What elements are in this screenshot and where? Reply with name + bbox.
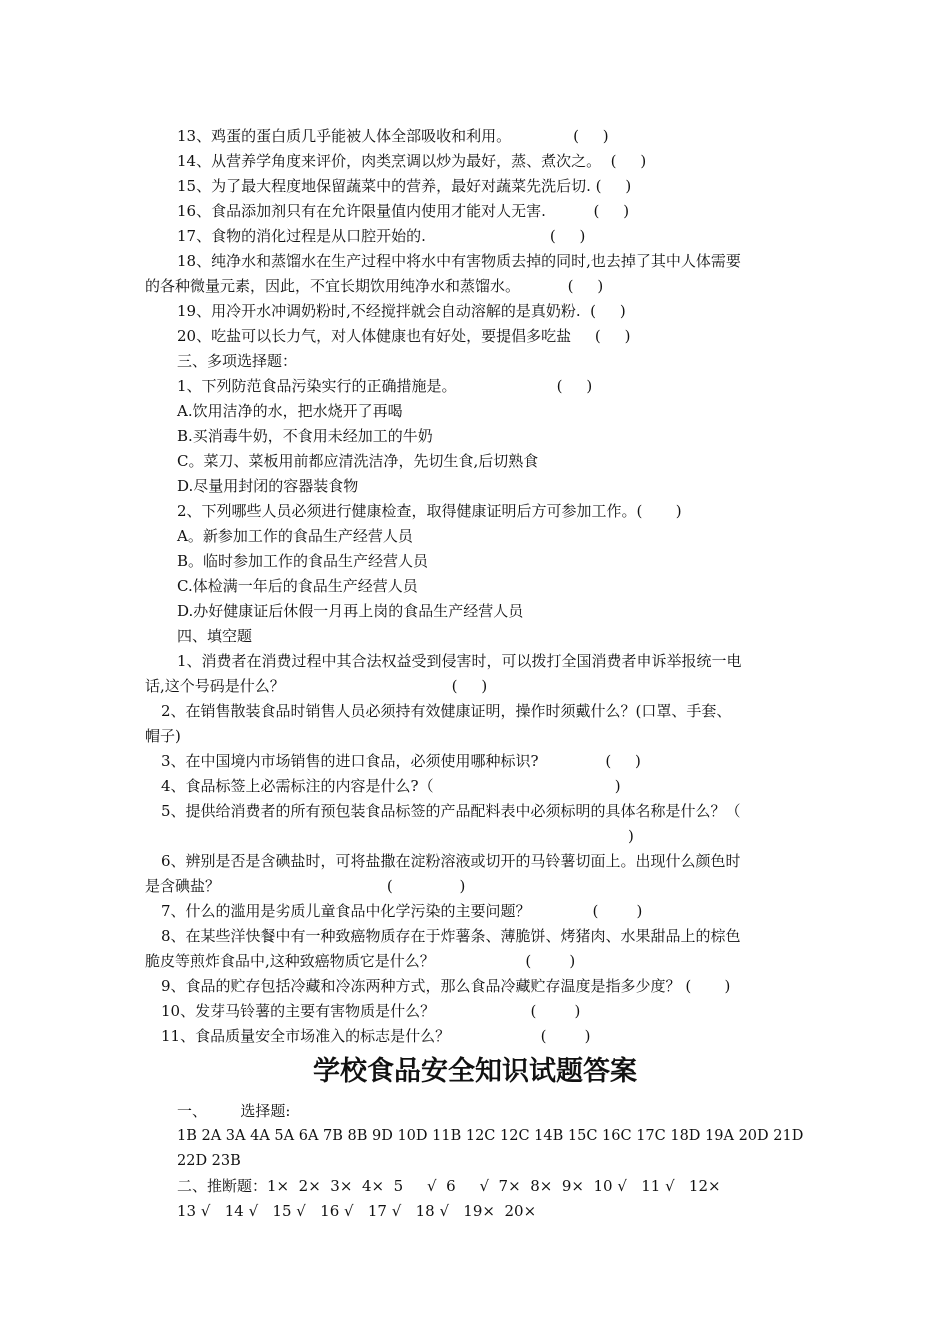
- judgement-item-20: 20、吃盐可以长力气，对人体健康也有好处，要提倡多吃盐 ( ): [177, 327, 631, 345]
- mc-q2-option-c: C.体检满一年后的食品生产经营人员: [177, 577, 418, 595]
- mc-question-1: 1、下列防范食品污染实行的正确措施是。 ( ): [177, 377, 593, 395]
- judgement-item-15: 15、为了最大程度地保留蔬菜中的营养，最好对蔬菜先洗后切. ( ): [177, 177, 632, 195]
- fill-blank-6: 6、辨别是否是含碘盐时，可将盐撒在淀粉溶液或切开的马铃薯切面上。出现什么颜色时: [161, 852, 741, 870]
- fill-blank-2: 2、在销售散装食品时销售人员必须持有效健康证明，操作时须戴什么？(口罩、手套、: [161, 702, 732, 720]
- fill-blank-5-cont: ): [628, 827, 634, 845]
- mc-q1-option-d: D.尽量用封闭的容器装食物: [177, 477, 359, 495]
- answer-section-2-line-2: 13 √ 14 √ 15 √ 16 √ 17 √ 18 √ 19× 20×: [177, 1202, 537, 1220]
- mc-q1-option-a: A.饮用洁净的水，把水烧开了再喝: [177, 402, 403, 420]
- fill-blank-1: 1、消费者在消费过程中其合法权益受到侵害时，可以拨打全国消费者申诉举报统一电: [177, 652, 742, 670]
- fill-blank-7: 7、什么的滥用是劣质儿童食品中化学污染的主要问题？ ( ): [161, 902, 643, 920]
- mc-q2-option-a: A。新参加工作的食品生产经营人员: [177, 527, 413, 545]
- answer-section-1-line-1: 1B 2A 3A 4A 5A 6A 7B 8B 9D 10D 11B 12C 12C 14B 15C 16C 17C 18D 19A 20D 21D: [177, 1128, 804, 1144]
- judgement-item-14: 14、从营养学角度来评价，肉类烹调以炒为最好，蒸、煮次之。 ( ): [177, 152, 647, 170]
- fill-blank-1-cont: 话,这个号码是什么？ ( ): [145, 677, 488, 695]
- section-heading-multiple-choice: 三、多项选择题：: [177, 352, 298, 370]
- answer-section-2-line-1: 二、推断题：1× 2× 3× 4× 5 √ 6 √ 7× 8× 9× 10 √ 11 √ 12×: [177, 1177, 721, 1195]
- mc-q2-option-d: D.办好健康证后休假一月再上岗的食品生产经营人员: [177, 602, 524, 620]
- judgement-item-18: 18、纯净水和蒸馏水在生产过程中将水中有害物质去掉的同时,也去掉了其中人体需要: [177, 252, 741, 270]
- judgement-item-18-cont: 的各种微量元素，因此，不宜长期饮用纯净水和蒸馏水。 ( ): [145, 277, 604, 295]
- mc-q2-option-b: B。临时参加工作的食品生产经营人员: [177, 552, 429, 570]
- fill-blank-6-cont: 是含碘盐？ ( ): [145, 877, 466, 895]
- mc-q1-option-c: C。菜刀、菜板用前都应清洗洁净，先切生食,后切熟食: [177, 452, 539, 470]
- judgement-item-17: 17、食物的消化过程是从口腔开始的. ( ): [177, 227, 586, 245]
- fill-blank-8-cont: 脆皮等煎炸食品中,这种致癌物质它是什么？ ( ): [145, 952, 576, 970]
- mc-q1-option-b: B.买消毒牛奶，不食用未经加工的牛奶: [177, 427, 433, 445]
- judgement-item-16: 16、食品添加剂只有在允许限量值内使用才能对人无害. ( ): [177, 202, 630, 220]
- section-heading-fill-blank: 四、填空题: [177, 627, 253, 645]
- fill-blank-5: 5、提供给消费者的所有预包装食品标签的产品配料表中必须标明的具体名称是什么？（: [161, 802, 741, 820]
- fill-blank-2-cont: 帽子): [145, 727, 181, 745]
- answer-section-1-label: 一、 选择题:: [177, 1102, 291, 1120]
- fill-blank-8: 8、在某些洋快餐中有一种致癌物质存在于炸薯条、薄脆饼、烤猪肉、水果甜品上的棕色: [161, 927, 741, 945]
- fill-blank-4: 4、食品标签上必需标注的内容是什么?（ ): [161, 777, 621, 795]
- fill-blank-10: 10、发芽马铃薯的主要有害物质是什么？ ( ): [161, 1002, 581, 1020]
- mc-question-2: 2、下列哪些人员必须进行健康检查，取得健康证明后方可参加工作。( ): [177, 502, 682, 520]
- answer-title: 学校食品安全知识试题答案: [313, 1056, 637, 1087]
- judgement-item-19: 19、用冷开水冲调奶粉时,不经搅拌就会自动溶解的是真奶粉. ( ): [177, 302, 626, 320]
- judgement-item-13: 13、鸡蛋的蛋白质几乎能被人体全部吸收和利用。 ( ): [177, 127, 609, 145]
- fill-blank-9: 9、食品的贮存包括冷藏和冷冻两种方式，那么食品冷藏贮存温度是指多少度？ ( ): [161, 977, 731, 995]
- fill-blank-11: 11、食品质量安全市场准入的标志是什么？ ( ): [161, 1027, 591, 1045]
- fill-blank-3: 3、在中国境内市场销售的进口食品，必须使用哪种标识? ( ): [161, 752, 641, 770]
- answer-section-1-line-2: 22D 23B: [177, 1153, 241, 1169]
